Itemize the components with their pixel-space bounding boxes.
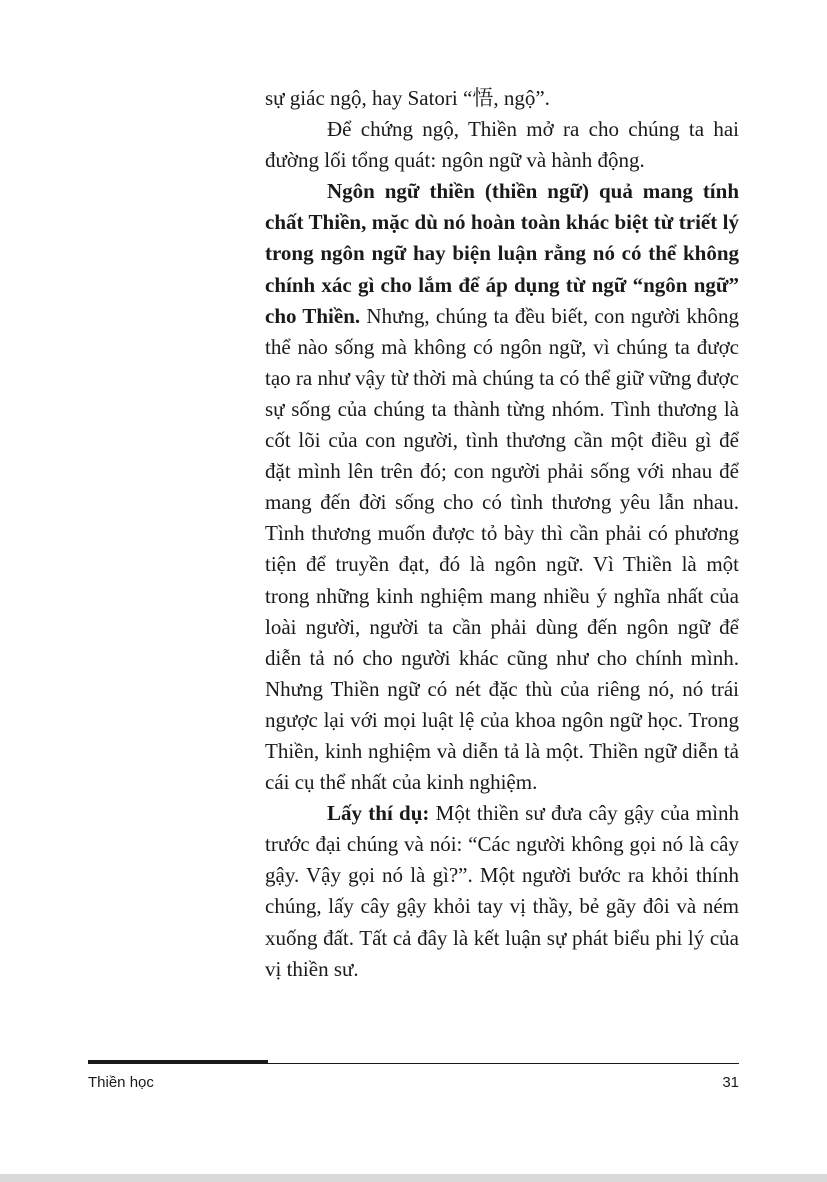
paragraph-4-bold-lead: Lấy thí dụ: bbox=[327, 801, 430, 826]
body-text bbox=[265, 83, 739, 985]
paragraph-4 bbox=[265, 798, 739, 985]
footer-page-number: 31 bbox=[722, 1074, 739, 1091]
footer-rule bbox=[88, 1063, 739, 1064]
scan-edge bbox=[0, 1174, 827, 1182]
paragraph-2 bbox=[265, 114, 739, 176]
paragraph-1-text: sự giác ngộ, hay Satori “悟, ngộ”. bbox=[265, 86, 550, 110]
paragraph-4-text: Một thiền sư đưa cây gậy của mình trước đại chúng và nói: “Các người không gọi nó là cây gậy. Vậy gọi nó là gì?”. Một người bước ra khỏi thính chúng, lấy cây gậy khỏi tay vị thầy, bẻ gãy đôi và ném xuống đất. Tất cả đây là kết luận sự phát biểu phi lý của vị thiền sư. bbox=[265, 801, 739, 981]
paragraph-3 bbox=[265, 176, 739, 798]
paragraph-3-text: Nhưng, chúng ta đều biết, con người không thể nào sống mà không có ngôn ngữ, vì chúng ta được tạo ra như vậy từ thời mà chúng ta có thể giữ vững được sự sống của chúng ta thành từng nhóm. Tình thương là cốt lõi của con người, tình thương cần một điều gì để đặt mình lên trên đó; con người phải sống với nhau để mang đến đời sống cho có tình thương yêu lẫn nhau. Tình thương muốn được tỏ bày thì cần phải có phương tiện để truyền đạt, đó là ngôn ngữ. Vì Thiền là một trong những kinh nghiệm mang nhiều ý nghĩa nhất của loài người, người ta cần phải dùng đến ngôn ngữ để diễn tả nó cho người khác cũng như cho chính mình. Nhưng Thiền ngữ có nét đặc thù của riêng nó, nó trái ngược lại với mọi luật lệ của khoa ngôn ngữ học. Trong Thiền, kinh nghiệm và diễn tả là một. Thiền ngữ diễn tả cái cụ thể nhất của kinh nghiệm. bbox=[265, 303, 739, 795]
paragraph-1 bbox=[265, 83, 739, 114]
footer-book-title: Thiền học bbox=[88, 1074, 154, 1091]
paragraph-3-bold-lead: Ngôn ngữ thiền (thiền ngữ) quả mang tính chất Thiền, mặc dù nó hoàn toàn khác biệt từ triết lý trong ngôn ngữ hay biện luận rằng nó có thể không chính xác gì cho lắm để áp dụng từ ngữ “ngôn ngữ” cho Thiền. bbox=[265, 179, 739, 328]
paragraph-2-text: Để chứng ngộ, Thiền mở ra cho chúng ta hai đường lối tổng quát: ngôn ngữ và hành động. bbox=[265, 117, 739, 173]
